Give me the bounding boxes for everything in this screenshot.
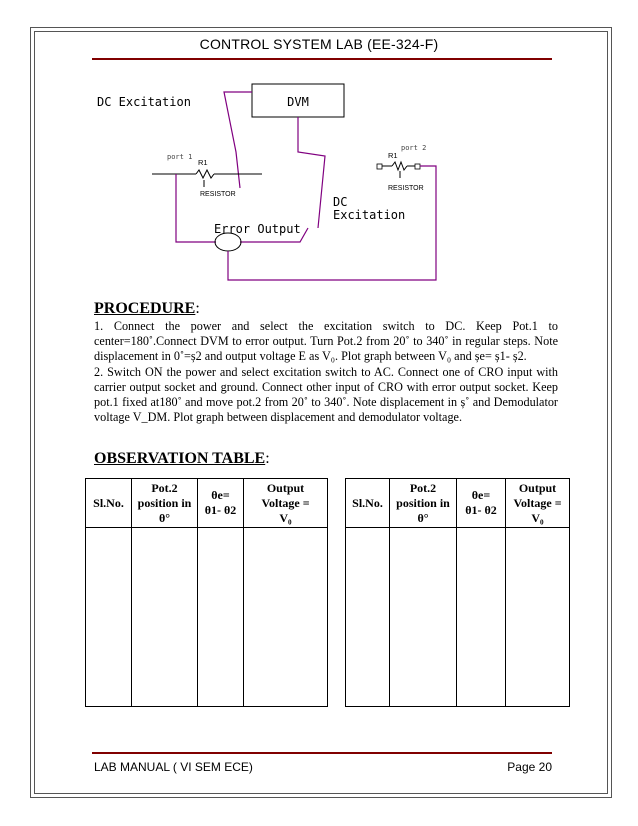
footer-rule <box>92 752 552 754</box>
observation-table-left <box>85 478 328 707</box>
dc-right-label-line1: DC <box>333 195 348 209</box>
header-output-voltage: Output Voltage = V₀ <box>244 479 328 528</box>
table-row <box>86 528 328 707</box>
observation-colon: : <box>265 450 270 467</box>
footer-manual-label: LAB MANUAL ( VI SEM ECE) <box>94 760 253 774</box>
header-pot2: Pot.2 position in θ° <box>132 479 198 528</box>
procedure-title: PROCEDURE <box>94 300 196 317</box>
procedure-heading <box>94 300 200 318</box>
terminal-right-b <box>415 164 420 169</box>
dvm-label: DVM <box>287 95 309 109</box>
header-slno: Sl.No. <box>346 479 390 528</box>
procedure-colon: : <box>195 300 200 317</box>
resistor-right-label: RESISTOR <box>388 185 424 192</box>
table-header-row <box>346 479 570 528</box>
observation-title: OBSERVATION TABLE <box>94 450 266 467</box>
header-theta-e: θe= θ1- θ2 <box>198 479 244 528</box>
wire-error-left <box>176 174 216 242</box>
header-theta-e: θe= θ1- θ2 <box>457 479 506 528</box>
procedure-step-1: 1. Connect the power and select the excitation switch to DC. Keep Pot.1 to center=180˚.Connect DVM to error output. Turn Pot.2 from 20˚ to 340˚ in regular steps. Note displacement in 0˚=ș2 and output voltage E as V₀. Plot graph between V₀ and șe= ș1- ș2. <box>94 319 558 364</box>
resistor-right-zigzag <box>392 162 407 170</box>
resistor-left-zigzag <box>196 170 214 178</box>
port1-label: port 1 <box>167 153 193 161</box>
dc-excitation-left-label: DC Excitation <box>97 95 191 109</box>
r1-right-label: R1 <box>388 151 398 160</box>
footer-page-number: Page 20 <box>507 760 552 774</box>
error-output-label: Error Output <box>214 222 301 236</box>
procedure-body <box>94 319 558 425</box>
header-pot2: Pot.2 position in θ° <box>390 479 457 528</box>
r1-left-label: R1 <box>198 158 208 167</box>
circuit-diagram <box>0 0 638 300</box>
port2-label: port 2 <box>401 144 427 152</box>
header-output-voltage: Output Voltage = V₀ <box>506 479 570 528</box>
terminal-right-a <box>377 164 382 169</box>
resistor-left-label: RESISTOR <box>200 191 236 198</box>
dc-right-label-line2: Excitation <box>333 208 406 222</box>
table-row <box>346 528 570 707</box>
table-header-row <box>86 479 328 528</box>
observation-table-right <box>345 478 570 707</box>
observation-heading <box>94 450 270 468</box>
header-slno: Sl.No. <box>86 479 132 528</box>
procedure-step-2: 2. Switch ON the power and select excitation switch to AC. Connect one of CRO input with carrier output socket and ground. Connect other input of CRO with error output socket. Keep pot.1 fixed at180˚ and move pot.2 from 20˚ to 340˚. Note displacement in ș˚ and Demodulator voltage V_DM. Plot graph between displacement and demodulator voltage. <box>94 364 558 425</box>
wire-dvm-bottom <box>298 117 325 228</box>
page-header-title: CONTROL SYSTEM LAB (EE-324-F) <box>199 36 439 52</box>
